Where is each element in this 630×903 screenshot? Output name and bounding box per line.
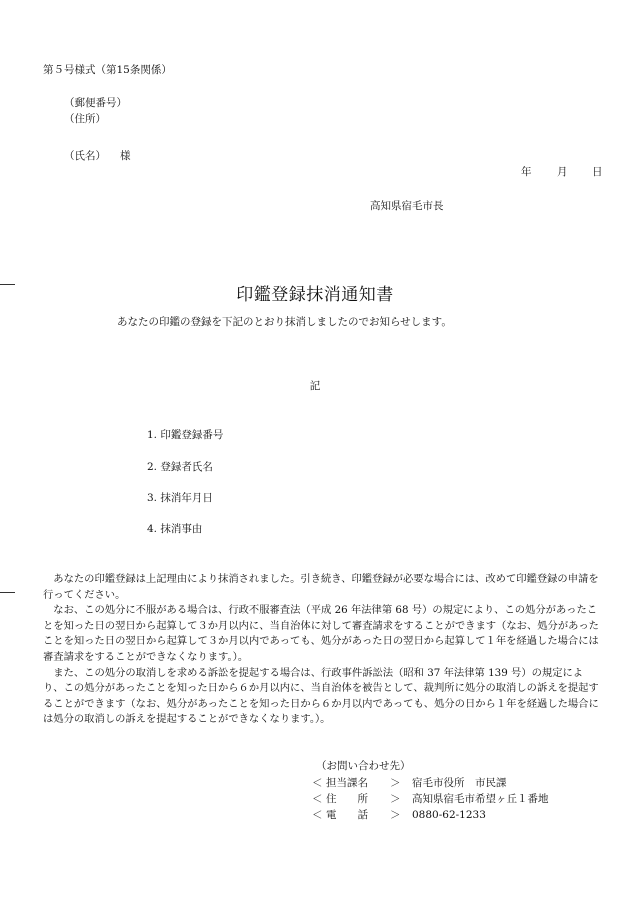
bracket-open: ＜ <box>312 808 323 821</box>
bracket-open: ＜ <box>312 777 323 789</box>
item-seal-number: 1. 印鑑登録番号 <box>147 429 224 441</box>
notice-body <box>43 572 599 728</box>
contact-row-address <box>312 793 549 809</box>
item-registrant-name: 2. 登録者氏名 <box>147 461 213 473</box>
fold-mark-bottom <box>0 592 15 593</box>
bracket-open: ＜ <box>312 792 323 805</box>
contact-label-department: 担当課名 <box>326 777 368 789</box>
contact-value-department: 宿毛市役所 市民課 <box>412 777 507 789</box>
contact-label-phone: 電 話 <box>326 808 368 821</box>
postal-code-label: （郵便番号） <box>64 97 127 109</box>
name-label: （氏名） <box>64 150 106 162</box>
paragraph-deletion-notice: あなたの印鑑登録は上記理由により抹消されました。引き続き、印鑑登録が必要な場合には、改めて印鑑登録の申請を行ってください。 <box>43 573 599 601</box>
bracket-close: ＞ <box>390 792 401 805</box>
form-number: 第５号様式（第15条関係） <box>43 64 172 76</box>
date-year: 年 <box>521 166 532 178</box>
ki-heading: 記 <box>309 380 321 392</box>
contact-row-department <box>312 777 549 793</box>
item-deletion-date: 3. 抹消年月日 <box>147 492 213 504</box>
contact-label-address: 住 所 <box>326 792 368 805</box>
paragraph-lawsuit: また、この処分の取消しを求める訴訟を提起する場合は、行政事件訴訟法（昭和 37 年法律第 139 号）の規定により、この処分があったことを知った日から６か月以内に、当自治体を被告として、裁判所に処分の取消しの訴えを提起することができます（なお、処分があったことを知った日から６か月以内であっても、処分の日から１年を経過した場合には処分の取消しの訴えを提起することができなくなります。）。 <box>43 666 599 726</box>
contact-row-phone <box>312 809 549 825</box>
address-label: （住所） <box>64 113 106 125</box>
issuer: 高知県宿毛市長 <box>370 200 444 212</box>
contact-table <box>312 777 549 824</box>
item-deletion-reason: 4. 抹消事由 <box>147 523 203 535</box>
contact-value-phone: 0880-62-1233 <box>412 808 486 821</box>
intro-text: あなたの印鑑の登録を下記のとおり抹消しましたのでお知らせします。 <box>117 316 452 328</box>
page-title: 印鑑登録抹消通知書 <box>236 285 394 305</box>
date-day: 日 <box>592 166 603 178</box>
contact-value-address: 高知県宿毛市希望ヶ丘１番地 <box>412 792 549 805</box>
bracket-close: ＞ <box>390 777 401 789</box>
paragraph-appeal: なお、この処分に不服がある場合は、行政不服審査法（平成 26 年法律第 68 号）の規定により、この処分があったことを知った日の翌日から起算して３か月以内に、当自治体に対して審査請求をすることができます（なお、処分があったことを知った日の翌日から起算して３か月以内であっても、処分があった日の翌日から起算して１年を経過した場合には審査請求をすることができなくなります。）。 <box>43 604 599 663</box>
honorific: 様 <box>120 150 131 162</box>
date-month: 月 <box>557 166 568 178</box>
contact-heading: （お問い合わせ先） <box>316 760 411 772</box>
bracket-close: ＞ <box>390 808 401 821</box>
